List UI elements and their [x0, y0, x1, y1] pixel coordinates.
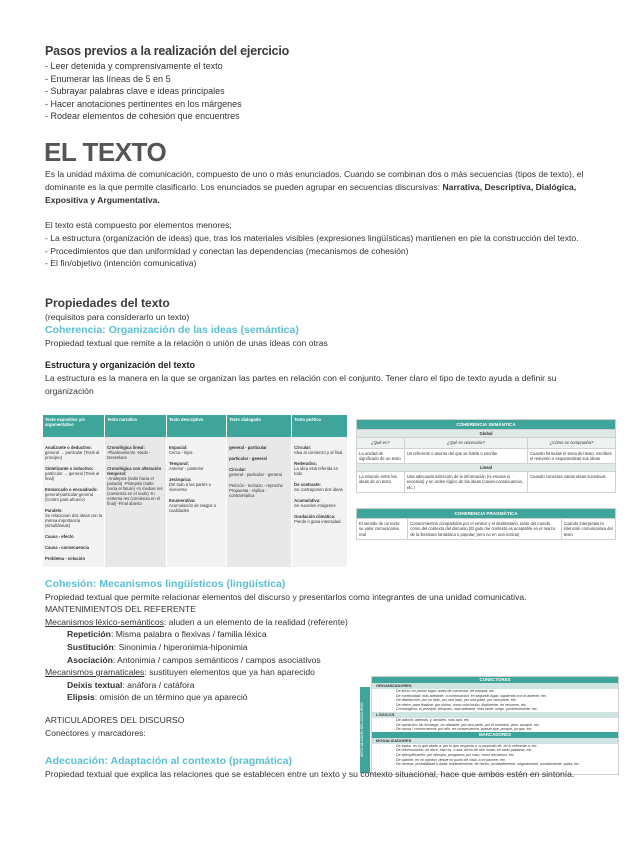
mantenimientos-heading: MANTENIMIENTOS DEL REFERENTE [45, 604, 196, 615]
semantica-lineal: Lineal [357, 464, 616, 472]
connectors-side-label: ARTICULACIÓN DEL DISCURSO [360, 687, 370, 773]
steps-list [45, 60, 242, 123]
intro-bold: Narrativa, Descriptiva, Dialógica, Expositiva y Argumentativa. [45, 181, 577, 205]
asociacion-line [45, 654, 365, 667]
cell-label: Temporal: [169, 461, 189, 466]
cell-label: Reiterativa: [294, 461, 317, 466]
repeticion-line [45, 628, 365, 641]
cell-label: Analizante o deductivo: [45, 445, 92, 450]
cell-label: particular - general [229, 456, 267, 461]
list-item: - Enumerar las líneas de 5 en 5 [45, 73, 242, 86]
list-item: Cronológicos: el principio, después, más adelante, más tarde, luego, posteriormente, etc. [396, 707, 538, 712]
list-item: De adición: además, y, también, más aún, etc. [396, 717, 470, 722]
texto-intro [45, 168, 593, 206]
cell-label: Cronológica con alteración temporal: [107, 466, 162, 476]
cell-label: Espacial: [169, 445, 188, 450]
list-item: - Rodear elementos de cohesión que encuentres [45, 110, 242, 123]
cell-label: Gradación climática: [294, 514, 336, 519]
semantica-global: Global [357, 430, 616, 438]
list-item: - Procedimientos que dan uniformidad y conectan las dependencias (mecanismos de cohesión) [45, 245, 593, 258]
cell-label: Causa - efecto [45, 534, 74, 539]
list-item: De distribución: por un lado, por otro lado, por una parte, por otra parte, etc. [396, 698, 517, 703]
cell-text: Idea al comienzo y al final [294, 450, 343, 455]
intro-text: Es la unidad máxima de comunicación, compuesto de uno o más enunciados. Cuando se combinan dos o más secuencias (tipos de texto), el dominante es la que permite clasificarlo. Los enunciados se pueden agrupar en secuencias discursivas: [45, 169, 584, 192]
table-cell: Un referente o asunto del que se habla o escribe [404, 448, 527, 463]
elipsis-line [45, 691, 365, 704]
cell-text: -Planteamiento -Nudo -Desenlace [107, 450, 151, 460]
table-cell [167, 437, 227, 567]
cell-text: general - particular - general [229, 472, 282, 477]
cell-text: Petición - rechazo - reproche Propuesta - réplica - contrarréplica [229, 483, 283, 498]
section-title-propiedades: Propiedades del texto [45, 296, 170, 310]
table-header: Texto dialogado [227, 415, 292, 437]
cell-text: Se contraponen dos ideas [294, 487, 343, 492]
cell-label: Problema - solución [45, 556, 86, 561]
adecuacion-title: Adecuación: Adaptación al contexto (pragmática) [45, 755, 292, 767]
elipsis-text: : omisión de un término que ya apareció [94, 692, 248, 703]
lexico-text: : aluden a un elemento de la realidad (referente) [163, 616, 348, 627]
cell-label: Causa - consecuencia [45, 545, 89, 550]
cell-text: Anterior - posterior [169, 466, 204, 471]
coherencia-text: Propiedad textual que remite a la relación o unión de unas ideas con otras [45, 337, 328, 348]
table-header: ¿Qué es necesario? [404, 438, 527, 448]
cell-label: Enmarcado o encuadrado: [45, 487, 98, 492]
cell-text: -Analepsis (salto hacia el pasado) -Prolepsis (salto hacia el futuro) -In medias res (comienza en el nudo) -In extrema res (comienza en el final) -Final abierto [107, 476, 163, 506]
cell-text: general-particular-general (Centro para ahueco) [45, 492, 93, 502]
cell-text: Acumulación de rasgos o cualidades [169, 503, 217, 513]
cell-text: Se suceden imágenes [294, 503, 336, 508]
adecuacion-block [45, 755, 605, 781]
articuladores-text: Conectores y marcadores: [45, 727, 146, 738]
table-header: Texto expositivo y/o argumentativo [43, 415, 105, 437]
deixis-label: Deixis textual [67, 679, 123, 690]
sustitucion-label: Sustitución [67, 641, 114, 652]
table-cell: Cuando conectas varias ideas sucesivas [527, 472, 615, 493]
asociacion-text: : Antonimia / campos semánticos / campos asociativos [112, 654, 321, 665]
pragmatica-title: COHERENCIA PRAGMÁTICA [357, 509, 616, 519]
table-cell: Cuando interpretas la intención comunicativa del texto [561, 519, 615, 540]
cell-label: De contraste: [294, 482, 321, 487]
marcadores-title: MARCADORES [372, 732, 618, 738]
list-item: - Subrayar palabras clave e ideas principales [45, 85, 242, 98]
lexico-line [45, 616, 365, 629]
cell-text: Del todo a las partes o viceversa [169, 482, 211, 492]
list-item: De tópico: en lo que atañe a, por lo que respecta a, a propósito de, en lo referente a, etc. [396, 743, 538, 748]
composed-text: El texto está compuesto por elementos menores; [45, 220, 232, 230]
list-item: De continuidad: más adelante, a continuación, en segundo lugar, siguiendo con lo anterior, etc. [396, 693, 548, 698]
list-item: De inicio: en primer lugar, antes de comenzar, de entrada, etc. [396, 689, 496, 693]
cell-text: Pierde o gana intensidad [294, 519, 341, 524]
semantica-title: COHERENCIA SEMÁNTICA [357, 420, 616, 430]
cell-label: Circular: [294, 445, 312, 450]
list-item: - El fin/objetivo (intención comunicativa) [45, 257, 593, 270]
modalizadores-heading: MODALIZADORES [372, 738, 618, 744]
cell-text: Cerca - lejos [169, 450, 193, 455]
list-item: De opinión: en mi opinión, desde mi punto de vista, a mi parecer, etc. [396, 757, 507, 762]
list-item: - Hacer anotaciones pertinentes en los márgenes [45, 98, 242, 111]
list-item: De oposición: sin embargo, no obstante, por otra parte, por el contrario, pero, aunque, etc. [396, 722, 540, 727]
organizadores-heading: ORGANIZADORES [372, 683, 618, 689]
cell-label: Sintetizante o inductivo: [45, 466, 94, 471]
list-item: De certeza, probabilidad o duda: evidentemente, de hecho, probablemente, seguramente, posiblemente, quizá, etc. [396, 762, 580, 767]
cell-label: Jerárquica: [169, 477, 192, 482]
table-cell [292, 437, 348, 567]
articuladores-heading: ARTICULADORES DEL DISCURSO [45, 714, 185, 725]
steps-title: Pasos previos a la realización del ejercicio [45, 44, 290, 58]
table-cell: La unidad de significado de un texto [357, 448, 405, 463]
list-item: De ejemplificación: por ejemplo, pongamos por caso, como decíamos, etc. [396, 752, 515, 757]
propiedades-subtitle: (requisitos para considerarlo un texto) [45, 312, 190, 322]
elipsis-label: Elipsis [67, 692, 95, 703]
deixis-text: : anáfora / catáfora [122, 679, 195, 690]
texto-elements [45, 219, 593, 270]
table-cell: Una adecuada selección de la información (ni escasa ni excesiva) y un orden lógico de las ideas (causa-consecuencia, etc.) [404, 472, 527, 493]
deixis-line [45, 679, 365, 692]
cell-text: Se relacionan dos ideas con la misma importancia (simultáneas) [45, 513, 103, 528]
table-cell [227, 437, 292, 567]
table-cell: Conocimientos compartidos por el emisor y el destinatario, tanto del mundo como del contexto del discurso (El gato me contestó es aceptable en el marco de la literatura fantástica o popular, pero no en una noticia) [408, 519, 561, 540]
cell-text: La idea está referida en todo [294, 466, 339, 476]
lexico-label: Mecanismos léxico-semánticos [45, 616, 164, 627]
table-header: Texto narrativo [105, 415, 167, 437]
table-cell: Cuando formulas el tema del texto, escribes el resumen o esquematizas sus ideas [527, 448, 615, 463]
cell-text: particular → general (Tesis al final) [45, 471, 100, 481]
cohesion-title: Cohesión: Mecanismos lingüísticos (lingüística) [45, 578, 286, 590]
cell-label: Acumulativa: [294, 498, 321, 503]
table-cell [43, 437, 105, 567]
adecuacion-text: Propiedad textual que explica las relaciones que se establecen entre un texto y su contexto situacional, hace que ambos estén en sintonía. [45, 768, 575, 779]
repeticion-label: Repetición [67, 629, 111, 640]
gramaticales-text: : sustituyen elementos que ya han aparecido [144, 667, 315, 678]
cell-label: general - particular [229, 445, 267, 450]
table-header: ¿Cómo se comprueba? [527, 438, 615, 448]
sustitucion-line [45, 641, 365, 654]
cell-label: Circular: [229, 467, 247, 472]
table-header: Texto poético [292, 415, 348, 437]
list-item: De cierre: para finalizar, por último, como conclusión, finalmente, en resumen, etc. [396, 702, 527, 707]
repeticion-text: : Misma palabra o flexivas / familia léxica [110, 629, 267, 640]
propiedades-block [45, 311, 593, 398]
cell-text: general → particular (Tesis al principio) [45, 450, 100, 460]
table-header: ¿Qué es? [357, 438, 405, 448]
coherencia-title: Coherencia: Organización de las ideas (semántica) [45, 323, 299, 336]
list-item: - La estructura (organización de ideas) que, tras los materiales visibles (expresiones lingüísticas) mantienen en pie la construcción del texto. [45, 232, 593, 245]
estructura-title: Estructura y organización del texto [45, 360, 196, 371]
asociacion-label: Asociación [67, 654, 113, 665]
gramaticales-line [45, 666, 365, 679]
structure-table [43, 415, 348, 567]
table-cell: La relación entre las ideas de un texto [357, 472, 405, 493]
table-cell [105, 437, 167, 567]
logicos-heading: LÓGICOS [372, 712, 618, 718]
list-item: De reformulación: es decir, esto es, o sea, dicho de otro modo, en otras palabras, etc. [396, 748, 533, 753]
cohesion-text: Propiedad textual que permite relacionar elementos del discurso y presentarlos como integrantes de una unidad comunicativa. [45, 591, 527, 602]
table-header: Texto descriptivo [167, 415, 227, 437]
page-title: EL TEXTO [44, 137, 167, 167]
estructura-text: La estructura es la manera en la que se organizan las partes en relación con el conjunto. Tener claro el tipo de texto ayuda a definir su organización [45, 373, 557, 396]
pragmatica-table [356, 508, 616, 540]
cell-label: Paralelo: [45, 508, 63, 513]
semantica-table [356, 419, 616, 493]
gramaticales-label: Mecanismos gramaticales [45, 667, 145, 678]
list-item: - Leer detenida y comprensivamente el texto [45, 60, 242, 73]
cell-label: Cronológica lineal: [107, 445, 145, 450]
table-cell: El sentido de un texto: su valor comunicativo real [357, 519, 408, 540]
connectors-title: CONECTORES [372, 677, 618, 683]
sustitucion-text: : Sinonimia / hiperonimia-hiponimia [113, 641, 248, 652]
list-item: De causa / consecuencia: por ello, en consecuencia, puesto que, porque, ya que, etc. [396, 727, 533, 732]
cell-label: Enumerativa: [169, 498, 196, 503]
